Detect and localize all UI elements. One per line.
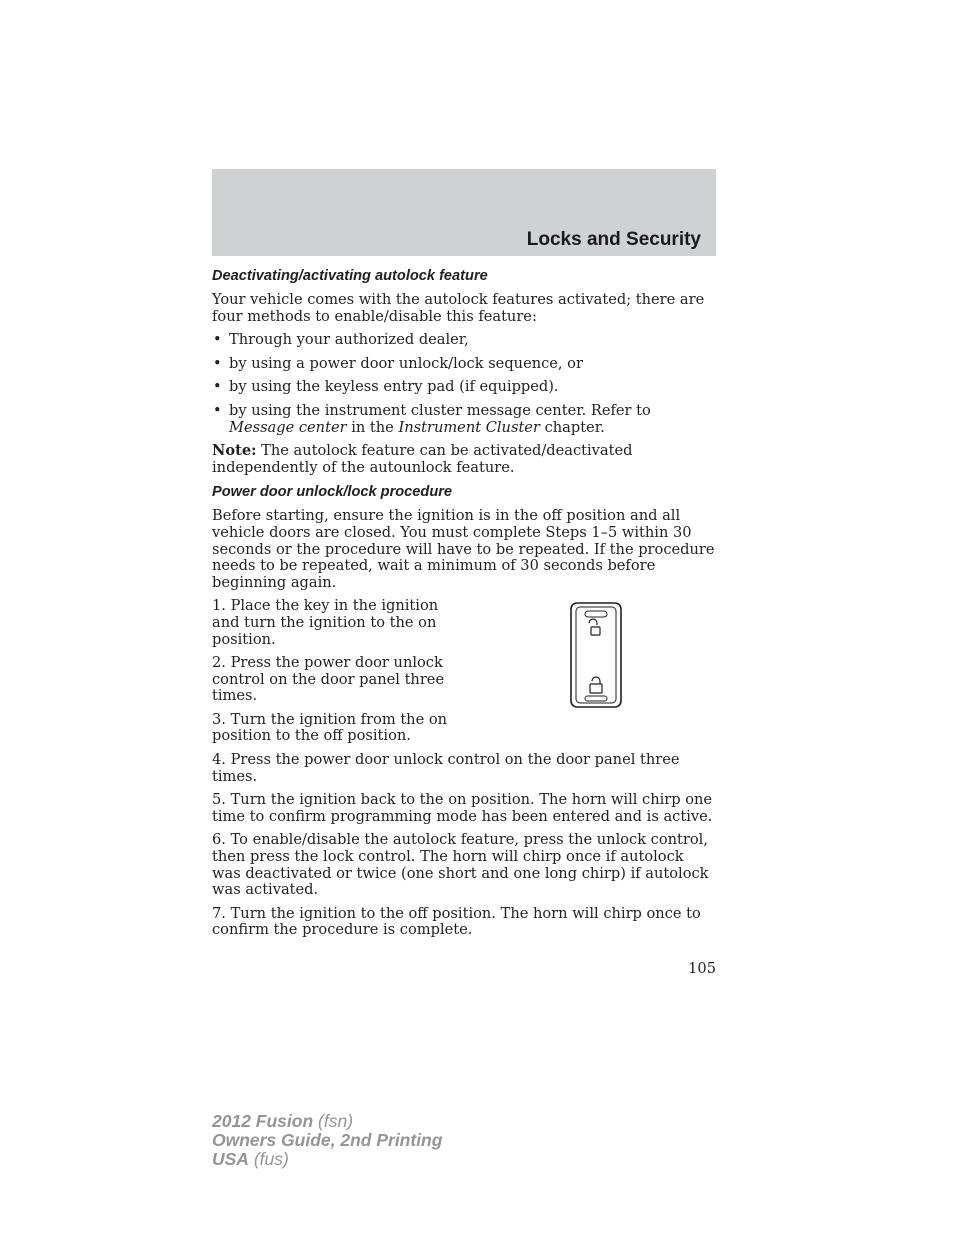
message-center-reference: Message center bbox=[229, 418, 347, 436]
procedure-step-3: 3. Turn the ignition from the on position to the off position. bbox=[212, 710, 448, 745]
page-content bbox=[212, 267, 716, 946]
procedure-step-1: 1. Place the key in the ignition and turn the ignition to the on position. bbox=[212, 597, 439, 648]
note-label: Note: bbox=[212, 442, 257, 460]
power-door-lock-switch-icon bbox=[568, 598, 638, 713]
list-item-text: by using a power door unlock/lock sequence, or bbox=[229, 354, 583, 372]
list-item-text: by using the instrument cluster message center. Refer to Message center in the Instrument Cluster chapter. bbox=[229, 401, 651, 436]
page-number: 105 bbox=[688, 960, 716, 977]
list-item: • Through your authorized dealer, bbox=[213, 331, 469, 349]
section-title: Locks and Security bbox=[526, 229, 701, 250]
procedure-step-7: 7. Turn the ignition to the off position. The horn will chirp once to confirm the procedure is complete. bbox=[212, 904, 701, 939]
autolock-methods-list bbox=[212, 332, 716, 436]
list-item: • by using a power door unlock/lock sequence, or bbox=[213, 354, 583, 372]
footer-line-market: USA (fus) bbox=[212, 1149, 289, 1169]
list-item: • by using the keyless entry pad (if equipped). bbox=[213, 378, 559, 396]
document-footer bbox=[212, 1112, 442, 1169]
footer-line-guide: Owners Guide, 2nd Printing bbox=[212, 1130, 443, 1150]
autolock-note bbox=[212, 443, 716, 476]
procedure-step-2: 2. Press the power door unlock control on the door panel three times. bbox=[212, 654, 445, 705]
autolock-heading: Deactivating/activating autolock feature bbox=[212, 268, 488, 284]
procedure-heading: Power door unlock/lock procedure bbox=[212, 484, 453, 501]
steps-with-figure bbox=[212, 598, 716, 752]
procedure-step-5: 5. Turn the ignition back to the on position. The horn will chirp one time to confirm programming mode has been entered and is active. bbox=[212, 791, 713, 825]
steps-column bbox=[212, 598, 462, 752]
section-header-band bbox=[212, 169, 716, 256]
procedure-step-4: 4. Press the power door unlock control on the door panel three times. bbox=[212, 751, 680, 785]
list-item-text: Through your authorized dealer, bbox=[229, 331, 469, 349]
autolock-intro: Your vehicle comes with the autolock features activated; there are four methods to enable/disable this feature: bbox=[212, 291, 705, 325]
instrument-cluster-reference: Instrument Cluster bbox=[398, 418, 540, 436]
footer-line-model: 2012 Fusion (fsn) bbox=[212, 1111, 354, 1131]
list-item: • by using the instrument cluster message center. Refer to Message center in the Instrument Cluster chapter. bbox=[213, 401, 651, 436]
list-item-text: by using the keyless entry pad (if equipped). bbox=[229, 378, 559, 396]
procedure-step-6: 6. To enable/disable the autolock feature, press the unlock control, then press the lock control. The horn will chirp once if autolock was deactivated or twice (one short and one long chirp) if autolock was activated. bbox=[212, 831, 709, 899]
note-text: The autolock feature can be activated/deactivated independently of the autounlock feature. bbox=[212, 442, 633, 476]
procedure-intro: Before starting, ensure the ignition is in the off position and all vehicle doors are closed. You must complete Steps 1–5 within 30 seconds or the procedure will have to be repeated. If the procedure needs to be repeated, wait a minimum of 30 seconds before beginning again. bbox=[212, 507, 715, 591]
